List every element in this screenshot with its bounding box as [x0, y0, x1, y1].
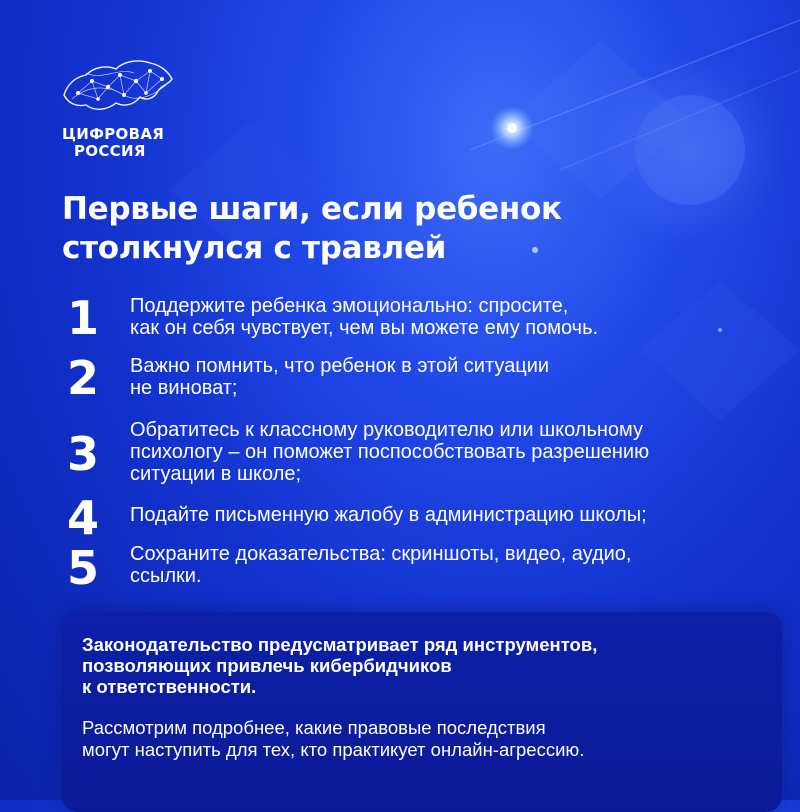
- step-text-line: Подайте письменную жалобу в администрацию школы;: [130, 504, 647, 526]
- step-text-line: ситуации в школе;: [130, 463, 302, 485]
- step-text-line: Сохраните доказательства: скриншоты, видео, аудио,: [130, 543, 632, 565]
- step-text: [130, 504, 770, 526]
- info-normal-line: могут наступить для тех, кто практикует онлайн-агрессию.: [82, 739, 585, 760]
- step-text: [130, 355, 770, 399]
- info-normal-line: Рассмотрим подробнее, какие правовые последствия: [82, 717, 546, 738]
- step-number: 3: [66, 427, 99, 481]
- step-text-line: Важно помнить, что ребенок в этой ситуации: [130, 355, 550, 377]
- step-text-line: ссылки.: [130, 565, 202, 587]
- logo-text-line2: РОССИЯ: [74, 142, 146, 160]
- info-bold-text: [82, 634, 762, 697]
- info-bold-line: Законодательство предусматривает ряд инструментов,: [82, 634, 598, 655]
- step-number: 2: [66, 351, 99, 405]
- title-line1: Первые шаги, если ребенок: [62, 191, 562, 227]
- step-number: 1: [66, 291, 99, 345]
- step-text-line: психологу – он поможет поспособствовать разрешению: [130, 441, 650, 463]
- step-text: [130, 543, 770, 587]
- info-bold-line: к ответственности.: [82, 676, 257, 697]
- step-text-line: не виноват;: [130, 377, 238, 399]
- info-normal-text: [82, 717, 762, 761]
- step-text-line: Обратитесь к классному руководителю или школьному: [130, 419, 644, 441]
- step-number: 4: [66, 491, 99, 545]
- step-text: [130, 295, 770, 339]
- step-text-line: Поддержите ребенка эмоционально: спросите,: [130, 295, 569, 317]
- logo-text-line1: ЦИФРОВАЯ: [62, 125, 165, 143]
- page-title: [62, 190, 562, 268]
- step-number: 5: [66, 541, 99, 595]
- title-line2: столкнулся с травлей: [62, 230, 447, 266]
- step-text: [130, 419, 770, 485]
- russia-network-map-icon: [58, 55, 176, 117]
- step-text-line: как он себя чувствует, чем вы можете ему помочь.: [130, 317, 599, 339]
- info-box: [62, 612, 782, 812]
- logo: [58, 55, 188, 160]
- info-bold-line: позволяющих привлечь кибербидчиков: [82, 655, 452, 676]
